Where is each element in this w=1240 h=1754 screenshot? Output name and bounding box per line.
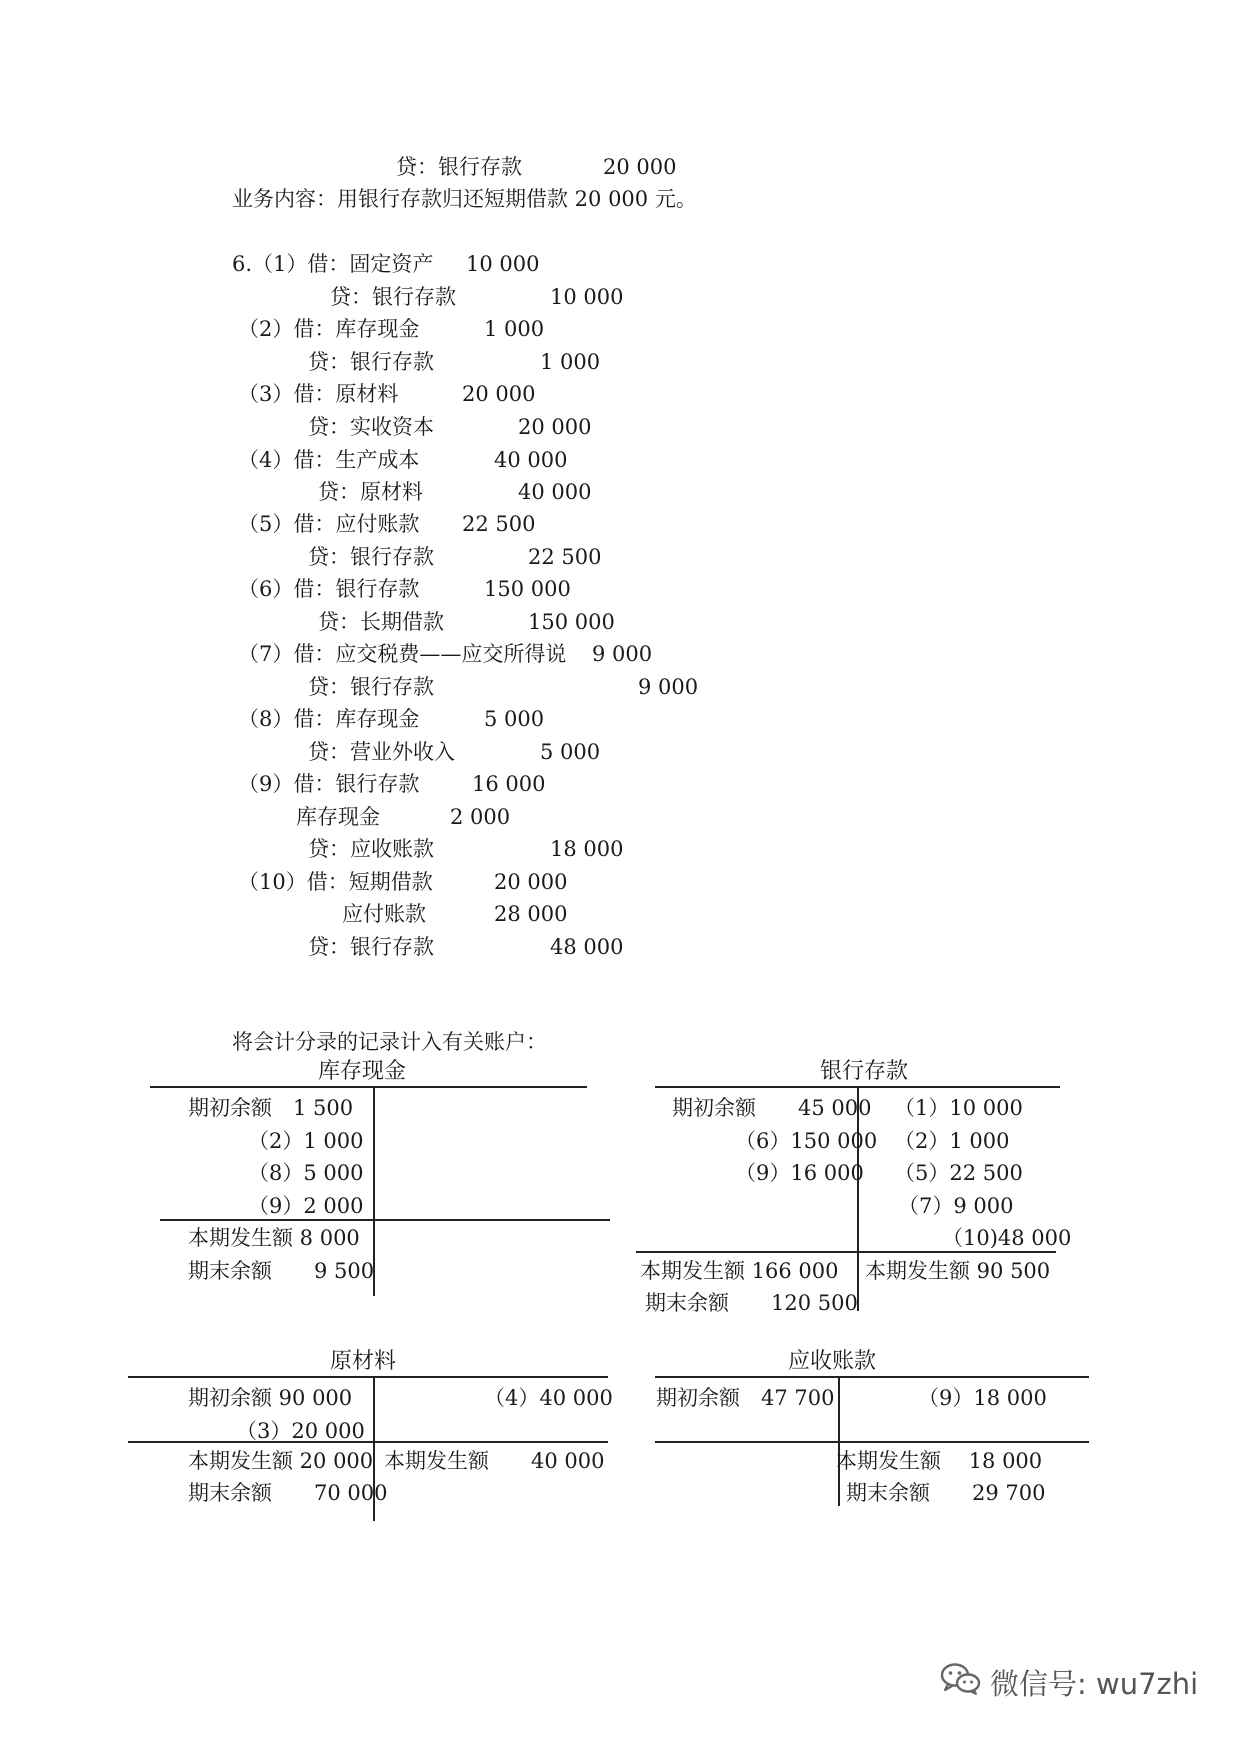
debit-entry: （6）150 000 [735, 1129, 878, 1153]
period-total: 本期发生额 8 000 [188, 1226, 360, 1250]
credit-entry: （4）40 000 [484, 1386, 613, 1410]
opening-balance: 期初余额 45 000 [672, 1096, 872, 1120]
credit-period-total: 本期发生额 90 500 [865, 1259, 1051, 1283]
credit-entry: （7）9 000 [898, 1194, 1014, 1218]
entry-text: 贷：银行存款 [308, 350, 434, 374]
entry-text: 库存现金 [296, 805, 380, 829]
debit-period-total: 本期发生额 20 000 [188, 1449, 374, 1473]
entry-amount: 150 000 [484, 577, 571, 601]
entry-text: 贷：银行存款 [308, 545, 434, 569]
business-description: 业务内容：用银行存款归还短期借款 20 000 元。 [232, 187, 697, 211]
entry-amount: 16 000 [472, 772, 546, 796]
credit-line: 贷：银行存款 [396, 155, 522, 179]
entry-text: （3）借：原材料 [238, 382, 399, 406]
entry-text: （2）借：库存现金 [238, 317, 420, 341]
account-title: 银行存款 [820, 1059, 909, 1084]
account-total-rule [655, 1441, 1089, 1443]
entry-amount: 9 000 [638, 675, 699, 699]
entry-text: 贷：营业外收入 [308, 740, 455, 764]
opening-balance: 期初余额 1 500 [188, 1096, 354, 1120]
watermark [940, 1662, 1198, 1703]
account-title: 原材料 [330, 1349, 397, 1374]
entry-text: 贷：长期借款 [318, 610, 444, 634]
entry-amount: 10 000 [550, 285, 624, 309]
entry-text: （8）借：库存现金 [238, 707, 420, 731]
entry-text: 贷：银行存款 [330, 285, 456, 309]
credit-entry: （9）18 000 [918, 1386, 1047, 1410]
entry-amount: 1 000 [540, 350, 601, 374]
account-top-rule [655, 1376, 1089, 1378]
debit-entry: （9）2 000 [248, 1194, 364, 1218]
closing-balance: 期末余额 70 000 [188, 1481, 388, 1505]
entry-amount: 1 000 [484, 317, 545, 341]
ledger-intro: 将会计分录的记录计入有关账户： [232, 1030, 547, 1054]
credit-entry: （2）1 000 [894, 1129, 1010, 1153]
entry-text: 贷：应收账款 [308, 837, 434, 861]
entry-text: 应付账款 [342, 902, 426, 926]
account-title: 库存现金 [318, 1059, 407, 1084]
wechat-icon [940, 1662, 990, 1703]
entry-amount: 48 000 [550, 935, 624, 959]
entry-amount: 28 000 [494, 902, 568, 926]
account-total-rule [636, 1251, 1056, 1253]
account-title: 应收账款 [788, 1349, 877, 1374]
closing-balance: 期末余额 120 500 [645, 1291, 858, 1315]
entry-text: 贷：实收资本 [308, 415, 434, 439]
entry-amount: 20 000 [518, 415, 592, 439]
credit-entry: （10)48 000 [942, 1226, 1072, 1250]
watermark-text: 微信号: wu7zhi [990, 1667, 1199, 1701]
entry-amount: 18 000 [550, 837, 624, 861]
closing-balance: 期末余额 9 500 [188, 1259, 375, 1283]
credit-period-total: 本期发生额 40 000 [384, 1449, 605, 1473]
credit-amount: 20 000 [603, 155, 677, 179]
entry-amount: 5 000 [484, 707, 545, 731]
debit-entry: （8）5 000 [248, 1161, 364, 1185]
entry-text: （4）借：生产成本 [238, 448, 420, 472]
entry-amount: 10 000 [466, 252, 540, 276]
debit-entry: （2）1 000 [248, 1129, 364, 1153]
entry-amount: 2 000 [450, 805, 511, 829]
account-total-rule [160, 1219, 610, 1221]
entry-amount: 5 000 [540, 740, 601, 764]
entry-amount: 20 000 [494, 870, 568, 894]
closing-balance: 期末余额 29 700 [846, 1481, 1046, 1505]
entry-text: 贷：银行存款 [308, 935, 434, 959]
opening-balance: 期初余额 90 000 [188, 1386, 353, 1410]
entry-amount: 40 000 [518, 480, 592, 504]
entry-amount: 22 500 [462, 512, 536, 536]
debit-entry: （9）16 000 [735, 1161, 864, 1185]
entry-text: （7）借：应交税费——应交所得说 [238, 642, 567, 666]
debit-entry: （3）20 000 [236, 1419, 365, 1443]
entry-text: （10）借：短期借款 [238, 870, 433, 894]
credit-entry: （1）10 000 [894, 1096, 1023, 1120]
entry-text: （9）借：银行存款 [238, 772, 420, 796]
entry-text: 6.（1）借：固定资产 [232, 252, 434, 276]
account-total-rule [128, 1441, 608, 1443]
entry-text: （5）借：应付账款 [238, 512, 420, 536]
entry-text: （6）借：银行存款 [238, 577, 420, 601]
debit-period-total: 本期发生额 166 000 [640, 1259, 839, 1283]
entry-amount: 20 000 [462, 382, 536, 406]
account-top-rule [128, 1376, 608, 1378]
entry-amount: 40 000 [494, 448, 568, 472]
entry-text: 贷：银行存款 [308, 675, 434, 699]
entry-amount: 22 500 [528, 545, 602, 569]
credit-period-total: 本期发生额 18 000 [836, 1449, 1043, 1473]
entry-text: 贷：原材料 [318, 480, 423, 504]
opening-balance: 期初余额 47 700 [656, 1386, 835, 1410]
entry-amount: 9 000 [592, 642, 653, 666]
credit-entry: （5）22 500 [894, 1161, 1023, 1185]
entry-amount: 150 000 [528, 610, 615, 634]
account-top-rule [150, 1086, 587, 1088]
